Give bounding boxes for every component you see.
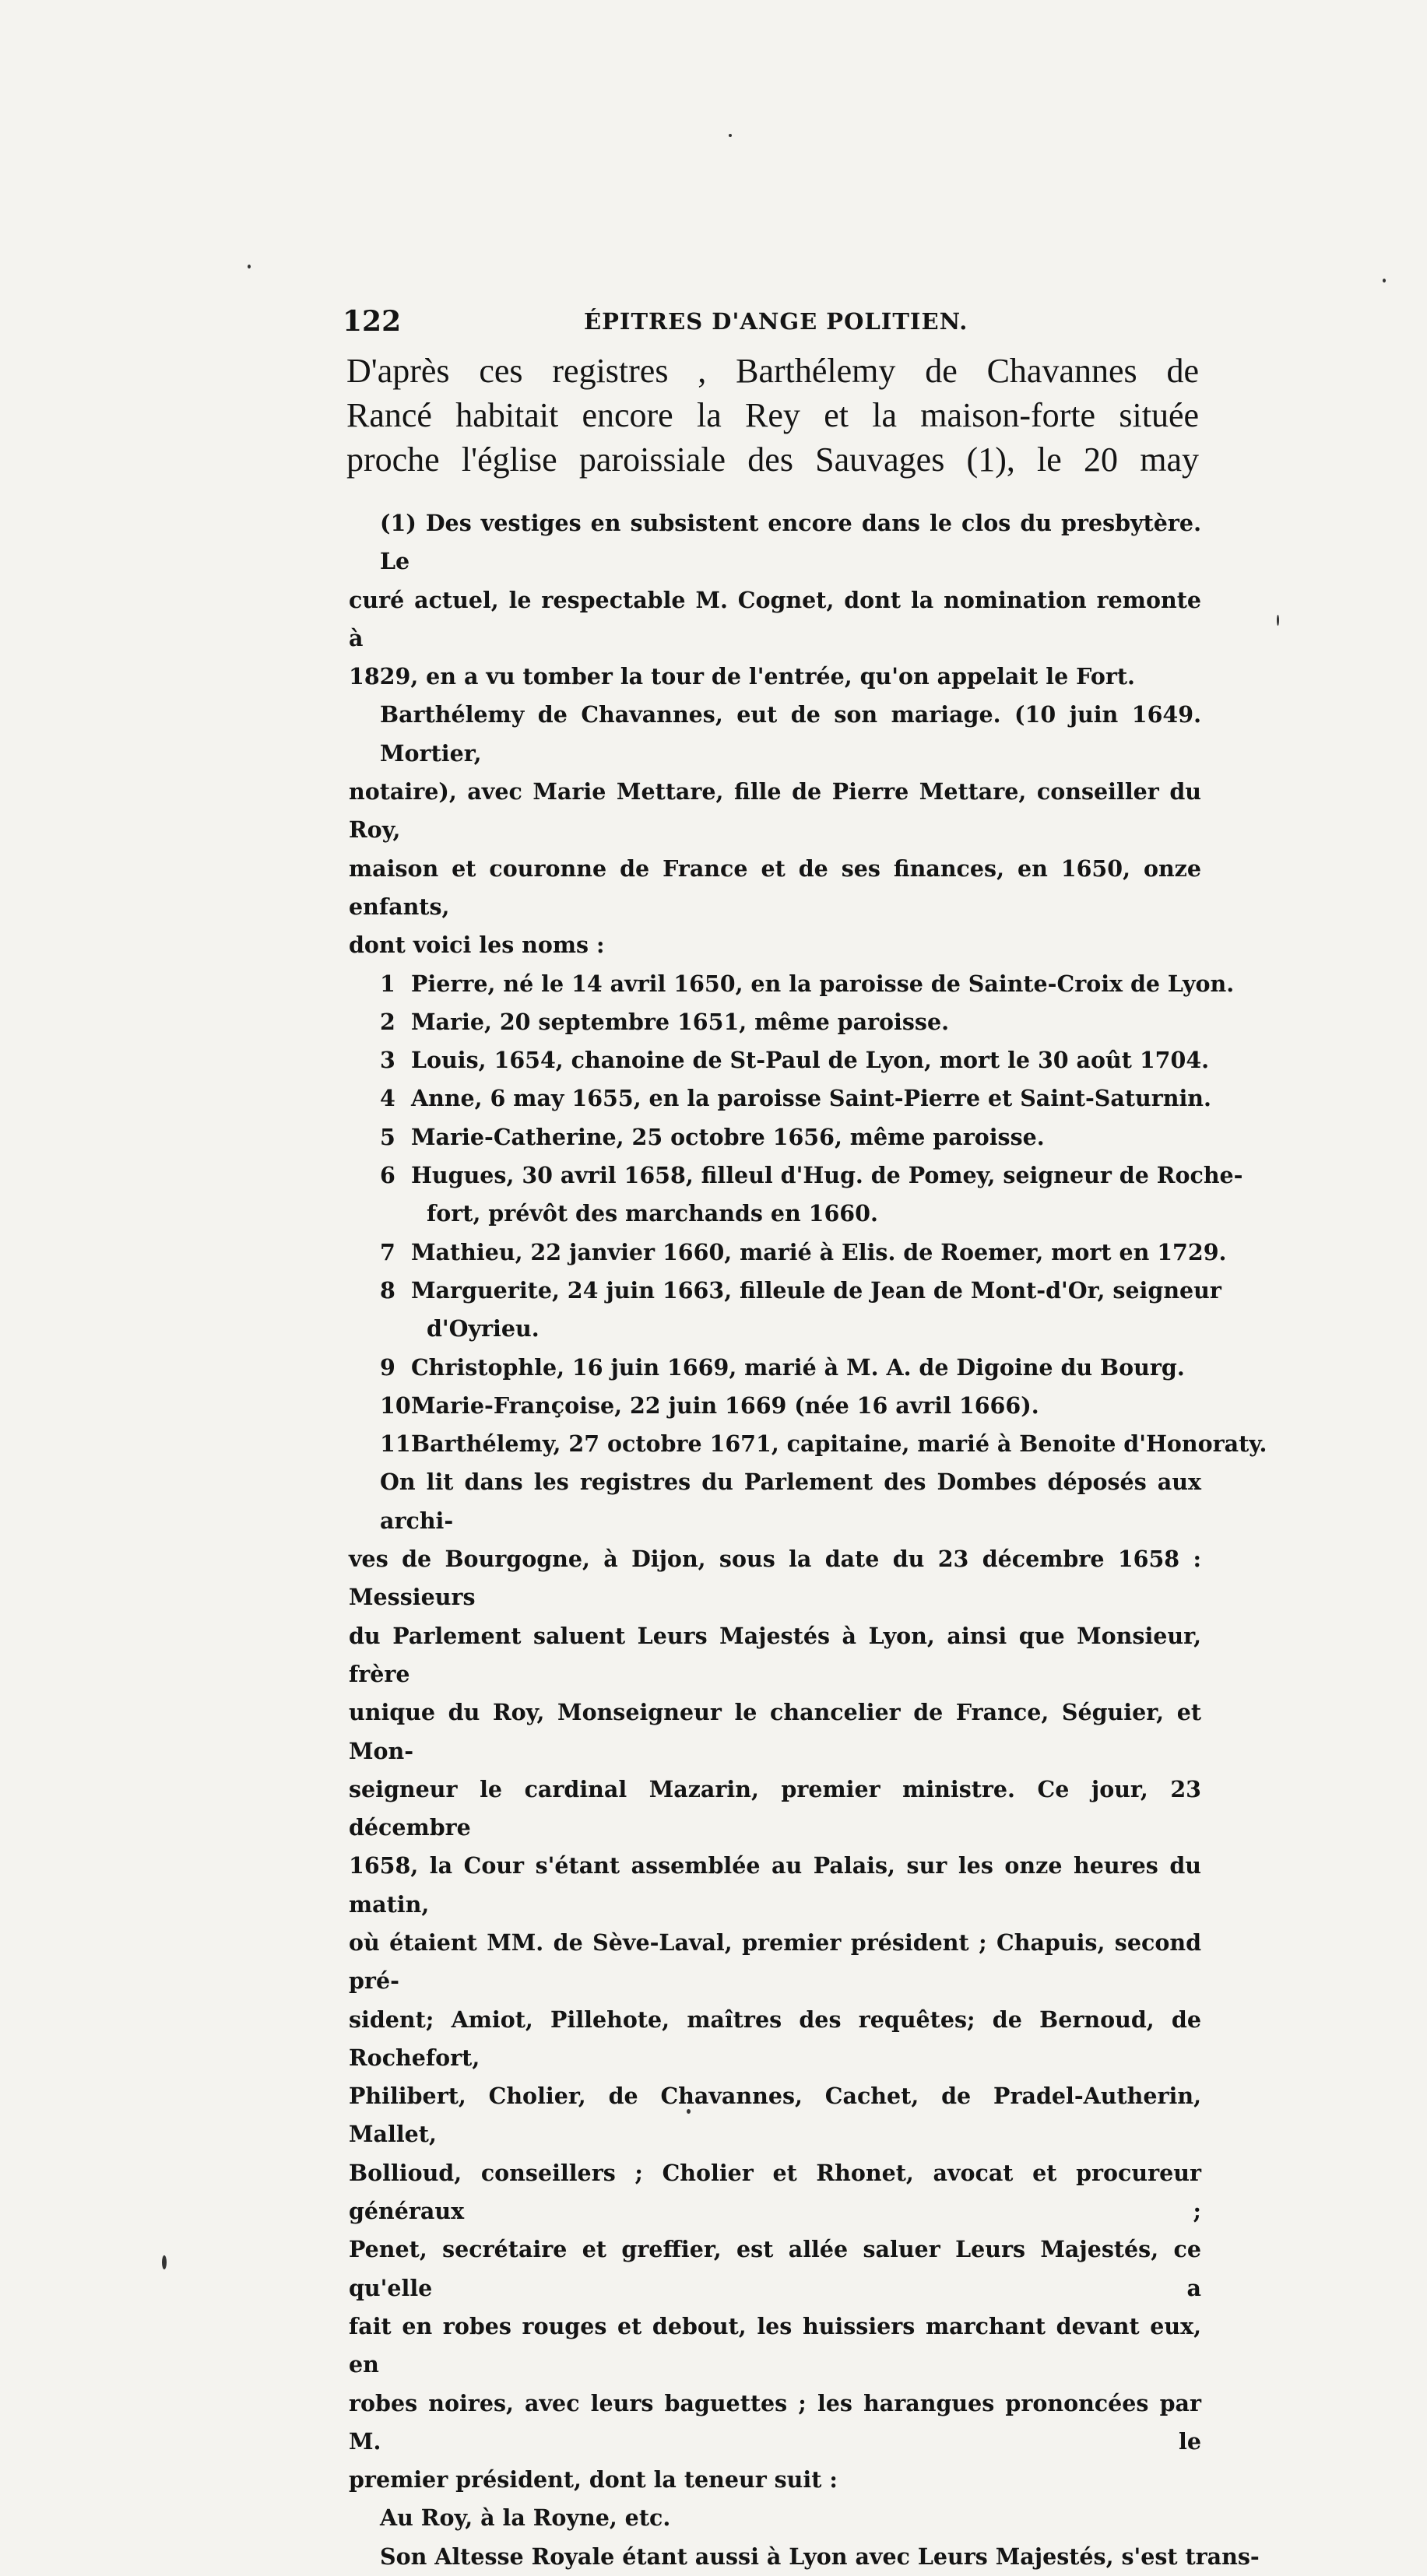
parlement-line: du Parlement saluent Leurs Majestés à Lyon, ainsi que Monsieur, frère [349, 1622, 1201, 1687]
child-text: Mathieu, 22 janvier 1660, marié à Elis. de Roemer, mort en 1729. [411, 1238, 1227, 1265]
child-text: Christophle, 16 juin 1669, marié à M. A. de Digoine du Bourg. [411, 1353, 1185, 1381]
parlement-line: ves de Bourgogne, à Dijon, sous la date du 23 décembre 1658 : Messieurs [349, 1546, 1201, 1611]
parlement-paragraph [349, 1463, 1201, 2499]
child-text: Hugues, 30 avril 1658, filleul d'Hug. de Pomey, seigneur de Roche- [411, 1162, 1243, 1189]
child-text: Louis, 1654, chanoine de St-Paul de Lyon, mort le 30 août 1704. [411, 1047, 1210, 1074]
scan-speck [687, 2109, 691, 2114]
parlement-line: où étaient MM. de Sève-Laval, premier président ; Chapuis, second pré- [349, 1928, 1201, 1995]
child-number: 8 [380, 1276, 395, 1304]
closing-line: Son Altesse Royale étant aussi à Lyon avec Leurs Majestés, s'est trans- [380, 2543, 1260, 2570]
parlement-line: Penet, secrétaire et greffier, est allée saluer Leurs Majestés, ce qu'elle a [349, 2236, 1201, 2301]
child-text: Marie-Françoise, 22 juin 1669 (née 16 avril 1666). [411, 1392, 1039, 1419]
scan-speck [162, 2255, 167, 2269]
marriage-line: Barthélemy de Chavannes, eut de son mariage. (10 juin 1649. Mortier, [380, 701, 1201, 767]
marriage-line: maison et couronne de France et de ses finances, en 1650, onze enfants, [349, 855, 1201, 920]
child-text-continued: d'Oyrieu. [427, 1315, 540, 1342]
child-entry [349, 1041, 1210, 1079]
child-number: 10 [380, 1392, 411, 1419]
child-entry [349, 1387, 1201, 1425]
parlement-line: fait en robes rouges et debout, les huissiers marchant devant eux, en [349, 2312, 1201, 2378]
child-entry [349, 1349, 1201, 1387]
child-number: 11 [380, 1430, 411, 1458]
lead-line: Rancé habitait encore la Rey et la maison-forte située [346, 396, 1199, 434]
children-list [349, 965, 1267, 1464]
child-entry [349, 965, 1235, 1003]
lead-paragraph [346, 349, 1199, 482]
child-entry [349, 1118, 1201, 1156]
parlement-line: On lit dans les registres du Parlement des Dombes déposés aux archi- [380, 1469, 1201, 1534]
parlement-line: sident; Amiot, Pillehote, maîtres des requêtes; de Bernoud, de Rochefort, [349, 2006, 1201, 2071]
parlement-line: 1658, la Cour s'étant assemblée au Palais, sur les onze heures du matin, [349, 1852, 1201, 1918]
footnotes [349, 504, 1267, 2576]
marriage-line: dont voici les noms : [349, 932, 605, 959]
child-entry [349, 1079, 1211, 1118]
running-title: ÉPITRES D'ANGE POLITIEN. [584, 308, 968, 335]
child-text: Marie-Catherine, 25 octobre 1656, même paroisse. [411, 1123, 1045, 1150]
parlement-line: unique du Roy, Monseigneur le chancelier de France, Séguier, et Mon- [349, 1699, 1201, 1764]
child-text: Marie, 20 septembre 1651, même paroisse. [411, 1008, 950, 1035]
child-text: Barthélemy, 27 octobre 1671, capitaine, marié à Benoite d'Honoraty. [411, 1430, 1267, 1458]
lead-line: proche l'église paroissiale des Sauvages (1), le 20 may [346, 440, 1199, 479]
child-number: 6 [380, 1162, 395, 1189]
child-text: Pierre, né le 14 avril 1650, en la paroisse de Sainte-Croix de Lyon. [411, 970, 1235, 997]
child-entry [349, 1234, 1227, 1272]
parlement-line: robes noires, avec leurs baguettes ; les harangues prononcées par M. le [349, 2389, 1201, 2455]
footnote-line: 1829, en a vu tomber la tour de l'entrée, qu'on appelait le Fort. [349, 663, 1135, 690]
parlement-line: Bollioud, conseillers ; Cholier et Rhonet, avocat et procureur généraux ; [349, 2159, 1201, 2225]
footnote-line: curé actuel, le respectable M. Cognet, dont la nomination remonte à [349, 586, 1201, 651]
child-number: 1 [380, 970, 395, 997]
child-entry [349, 1156, 1243, 1195]
child-number: 3 [380, 1047, 395, 1074]
scan-speck [1383, 279, 1386, 283]
child-entry [349, 1272, 1221, 1310]
parlement-line: seigneur le cardinal Mazarin, premier ministre. Ce jour, 23 décembre [349, 1775, 1201, 1841]
child-number: 7 [380, 1238, 395, 1265]
child-entry [349, 1425, 1267, 1463]
scan-speck [1277, 615, 1279, 626]
parlement-line: Philibert, Cholier, de Chavannes, Cachet, de Pradel-Autherin, Mallet, [349, 2083, 1201, 2148]
child-text-continued: fort, prévôt des marchands en 1660. [427, 1200, 878, 1227]
page-number: 122 [343, 305, 402, 338]
marriage-paragraph [349, 696, 1201, 964]
child-entry [349, 1003, 1201, 1041]
child-text: Marguerite, 24 juin 1663, filleule de Jean de Mont-d'Or, seigneur [411, 1276, 1221, 1304]
child-number: 9 [380, 1353, 395, 1381]
lead-line: D'après ces registres , Barthélemy de Chavannes de [346, 352, 1199, 390]
parlement-line: premier président, dont la teneur suit : [349, 2466, 838, 2494]
marriage-line: notaire), avec Marie Mettare, fille de Pierre Mettare, conseiller du Roy, [349, 778, 1201, 844]
child-number: 5 [380, 1123, 395, 1150]
footnote-1 [349, 504, 1201, 696]
scan-speck [729, 134, 732, 137]
scan-speck [248, 265, 251, 268]
salutation: Au Roy, à la Royne, etc. [380, 2504, 671, 2532]
child-number: 2 [380, 1008, 395, 1035]
child-number: 4 [380, 1085, 395, 1112]
child-text: Anne, 6 may 1655, en la paroisse Saint-Pierre et Saint-Saturnin. [411, 1085, 1211, 1112]
page-header [343, 305, 1199, 341]
footnote-line: (1) Des vestiges en subsistent encore dans le clos du presbytère. Le [380, 510, 1201, 575]
